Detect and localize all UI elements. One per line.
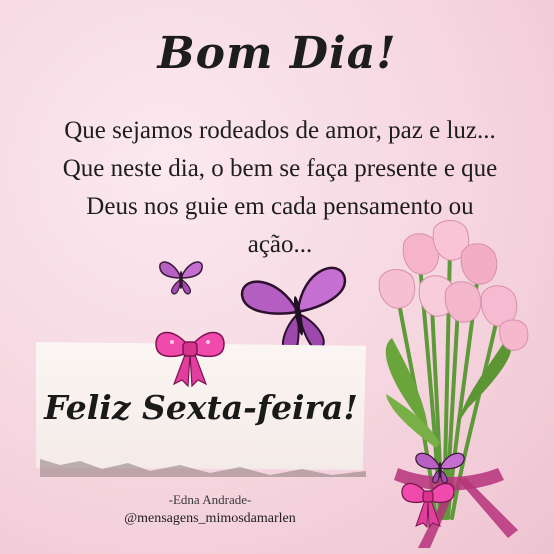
message-line: Deus nos guie em cada pensamento ou	[86, 193, 474, 220]
card-title: Bom Dia!	[157, 28, 397, 79]
small-butterfly-icon	[156, 256, 206, 298]
message-line: Que neste dia, o bem se faça presente e que	[62, 155, 498, 182]
torn-edge	[40, 455, 366, 483]
greeting-text: Feliz Sexta-feira!	[44, 388, 358, 427]
social-handle: @mensagens_mimosdamarlen	[124, 511, 296, 526]
bouquet-butterfly-icon	[412, 446, 468, 488]
pink-bow-icon	[152, 322, 228, 388]
message-line: Que sejamos rodeados de amor, paz e luz...	[64, 117, 496, 144]
author-credit: -Edna Andrade-	[168, 492, 252, 507]
message-line: ação...	[247, 231, 313, 258]
